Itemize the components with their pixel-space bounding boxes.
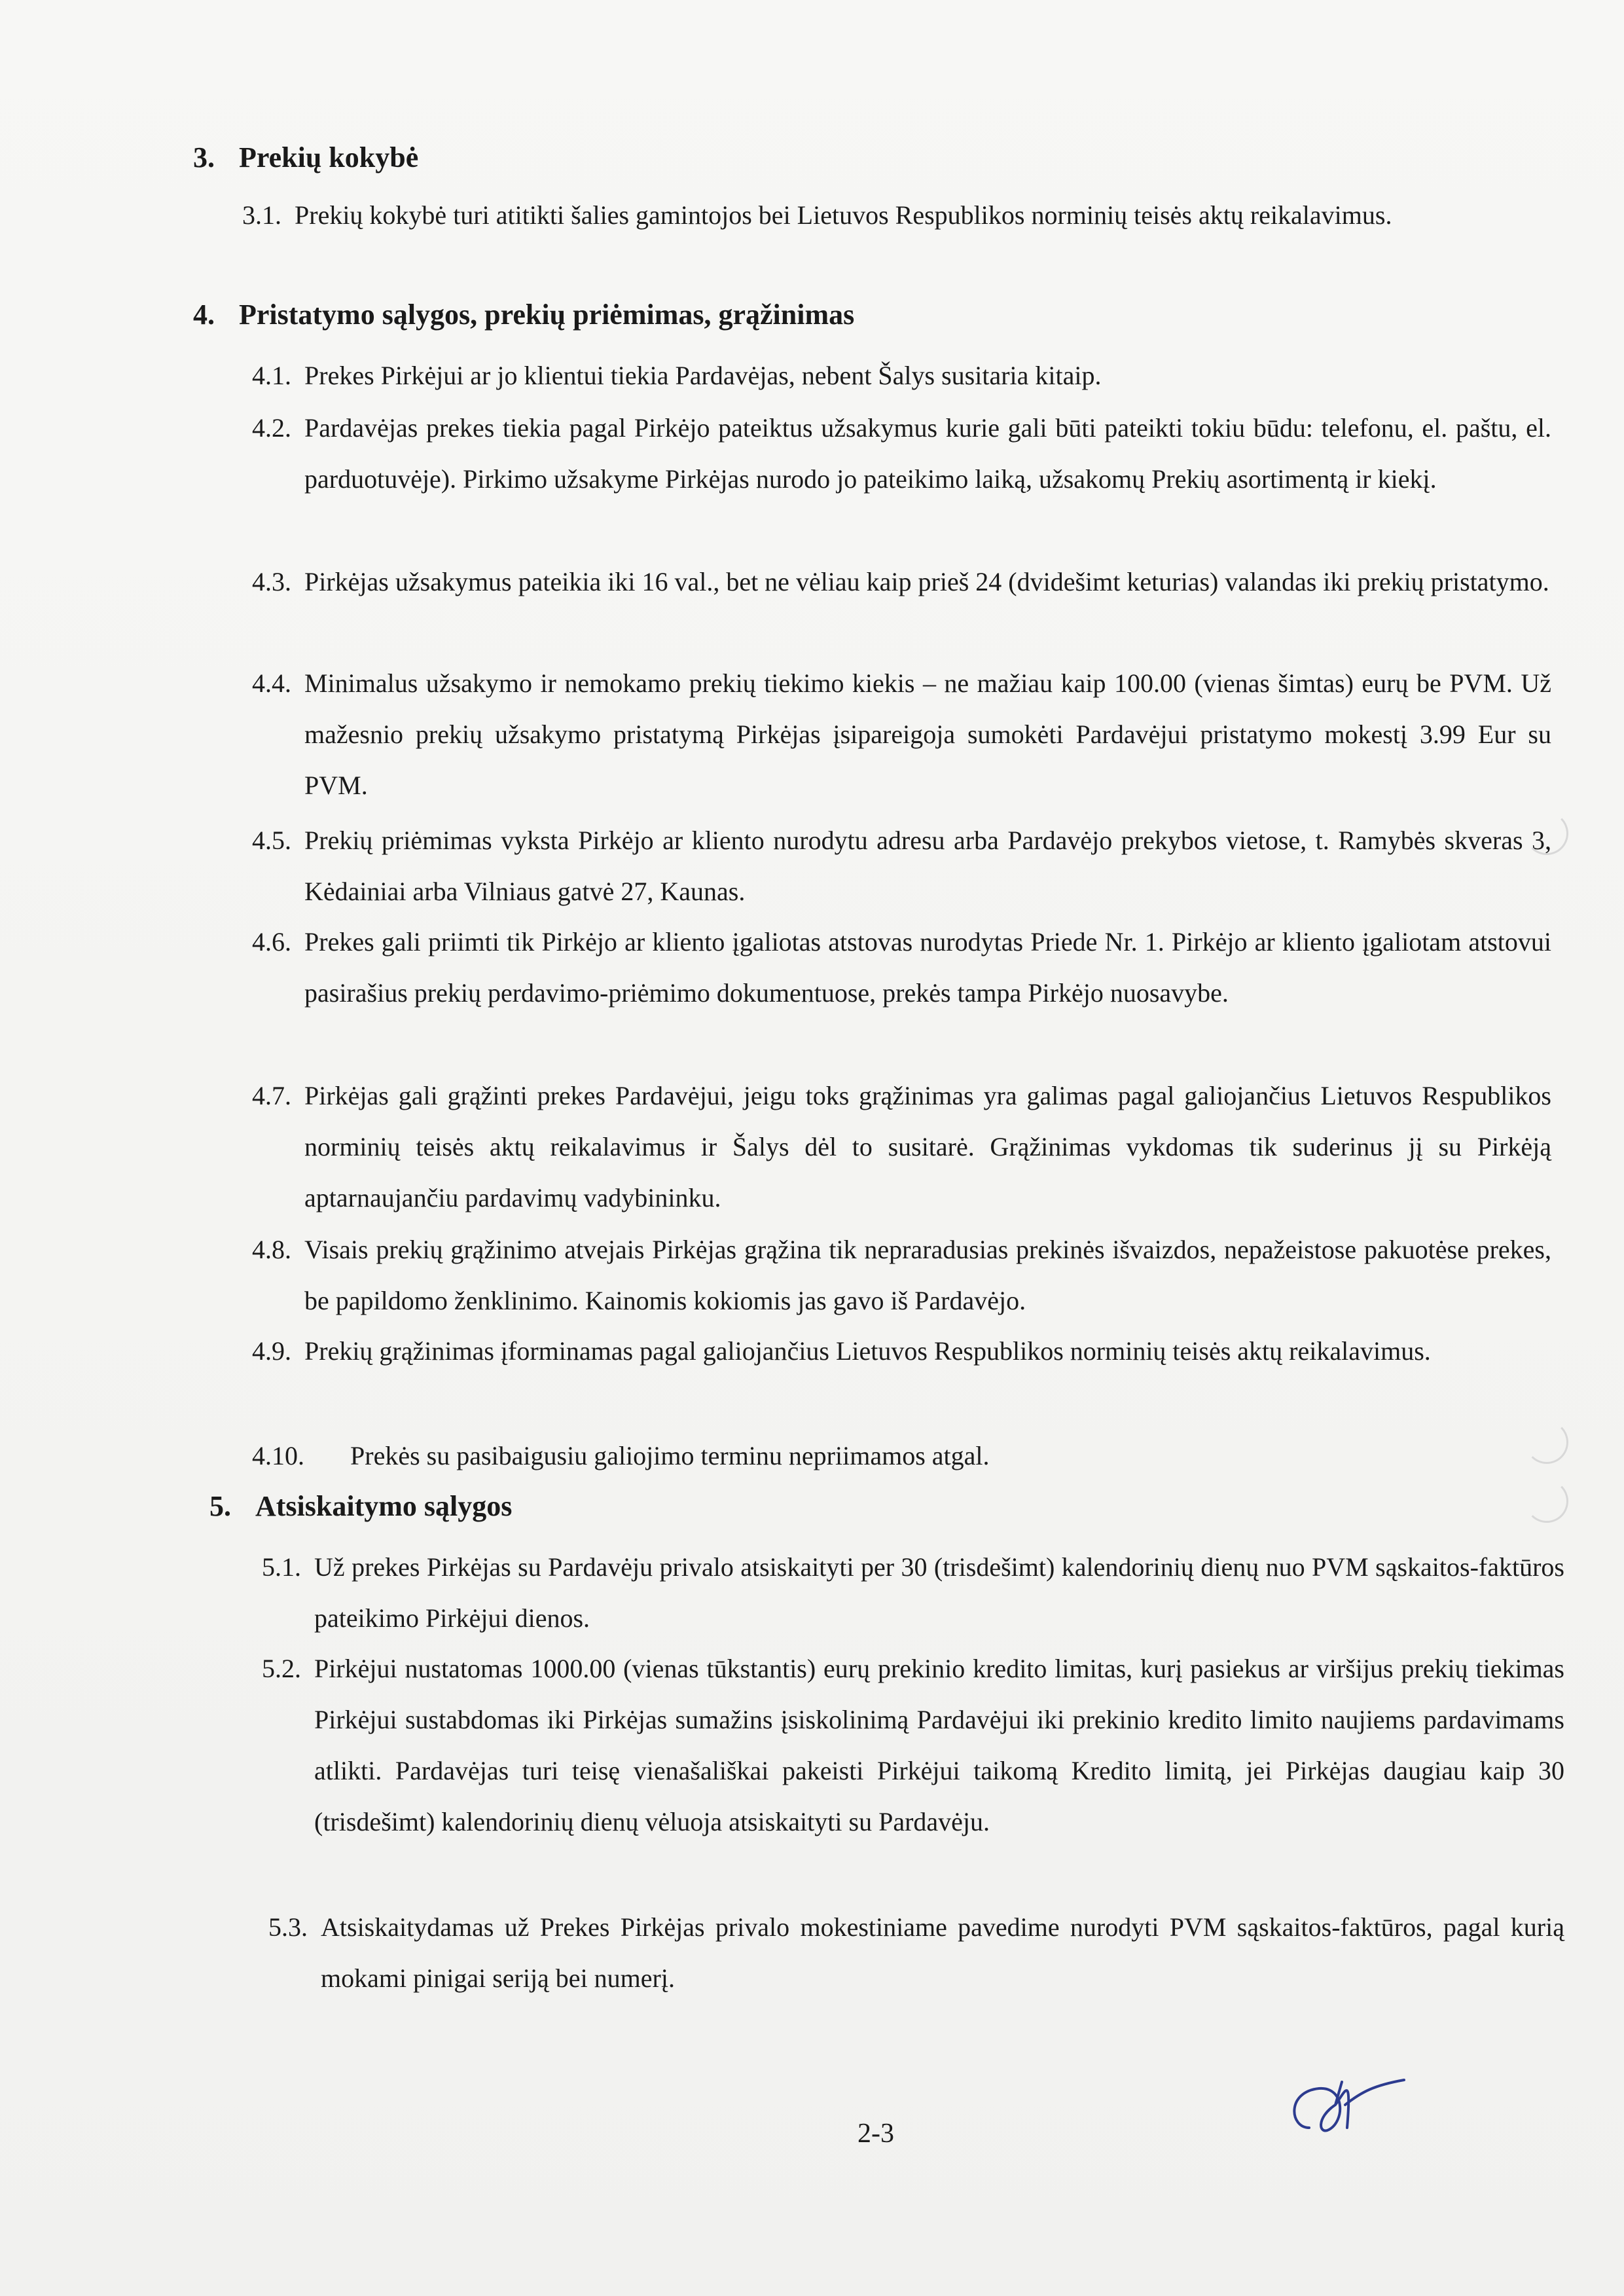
clause-number: 4.2. xyxy=(252,413,291,443)
clause-number: 4.9. xyxy=(252,1336,291,1366)
clause-text: Prekes gali priimti tik Pirkėjo ar kliento įgaliotas atstovas nurodytas Priede Nr. 1. Pirkėjo ar kliento įgaliotam atstovui pasirašius prekių perdavimo-priėmimo dokumentuose, prekės tampa Pirkėjo nuosavybe. xyxy=(304,927,1551,1008)
signature xyxy=(1283,2066,1414,2154)
section-title: Pristatymo sąlygos, prekių priėmimas, grąžinimas xyxy=(239,299,855,331)
clause-number: 4.6. xyxy=(252,927,291,957)
clause-text: Prekių grąžinimas įforminamas pagal galiojančius Lietuvos Respublikos norminių teisės aktų reikalavimus. xyxy=(304,1336,1431,1366)
clause-number: 5.2. xyxy=(262,1654,301,1683)
punch-hole-mark xyxy=(1525,1421,1568,1464)
clause-number: 4.5. xyxy=(252,826,291,855)
clause-text: Visais prekių grąžinimo atvejais Pirkėjas grąžina tik nepraradusias prekinės išvaizdos, nepažeistose pakuotėse prekes, be papildomo ženklinimo. Kainomis kokiomis jas gavo iš Pardavėjo. xyxy=(304,1235,1551,1315)
clause-text: Prekių kokybė turi atitikti šalies gamintojos bei Lietuvos Respublikos norminių teisės aktų reikalavimus. xyxy=(295,200,1392,230)
clause-text: Už prekes Pirkėjas su Pardavėju privalo atsiskaityti per 30 (trisdešimt) kalendorinių dienų nuo PVM sąskaitos-faktūros pateikimo Pirkėjui dienos. xyxy=(314,1552,1564,1633)
clause-number: 3.1. xyxy=(242,200,281,230)
clause-text: Pardavėjas prekes tiekia pagal Pirkėjo pateiktus užsakymus kurie gali būti pateikti tokiu būdu: telefonu, el. paštu, el. parduotuvėje). Pirkimo užsakyme Pirkėjas nurodo jo pateikimo laiką, užsakomų Prekių asortimentą ir kiekį. xyxy=(304,413,1551,494)
section-heading xyxy=(209,1489,512,1523)
page-number: 2-3 xyxy=(857,2119,894,2149)
section-title: Prekių kokybė xyxy=(239,141,419,173)
clause-number: 4.4. xyxy=(252,668,291,698)
clause-text: Prekių priėmimas vyksta Pirkėjo ar kliento nurodytu adresu arba Pardavėjo prekybos vietose, t. Ramybės skveras 3, Kėdainiai arba Vilniaus gatvė 27, Kaunas. xyxy=(304,826,1551,906)
punch-hole-mark xyxy=(1525,812,1568,855)
section-heading xyxy=(193,298,854,331)
section-title: Atsiskaitymo sąlygos xyxy=(255,1490,513,1522)
clause-text: Prekes Pirkėjui ar jo klientui tiekia Pardavėjas, nebent Šalys susitaria kitaip. xyxy=(304,361,1102,390)
clause-number: 5.1. xyxy=(262,1552,301,1582)
clause-number: 5.3. xyxy=(268,1912,308,1942)
clause-text: Atsiskaitydamas už Prekes Pirkėjas privalo mokestiniame pavedime nurodyti PVM sąskaitos-faktūros, pagal kurią mokami pinigai seriją bei numerį. xyxy=(321,1912,1564,1993)
clause-text: Prekės su pasibaigusiu galiojimo terminu nepriimamos atgal. xyxy=(350,1441,990,1470)
section-number: 3. xyxy=(193,141,215,173)
signature-icon xyxy=(1283,2066,1414,2151)
section-number: 5. xyxy=(209,1490,231,1522)
clause-text: Pirkėjas gali grąžinti prekes Pardavėjui, jeigu toks grąžinimas yra galimas pagal galiojančius Lietuvos Respublikos norminių teisės aktų reikalavimus ir Šalys dėl to susitarė. Grąžinimas vykdomas tik suderinus jį su Pirkėją aptarnaujančiu pardavimų vadybininku. xyxy=(304,1081,1551,1212)
clause-number: 4.1. xyxy=(252,361,291,390)
clause-text: Pirkėjui nustatomas 1000.00 (vienas tūkstantis) eurų prekinio kredito limitas, kurį pasiekus ar viršijus prekių tiekimas Pirkėjui sustabdomas iki Pirkėjas sumažins įsiskolinimą Pardavėjui iki prekinio kredito limito naujiems pardavimams atlikti. Pardavėjas turi teisę vienašališkai pakeisti Pirkėjui taikomą Kredito limitą, jei Pirkėjas daugiau kaip 30 (trisdešimt) kalendorinių dienų vėluoja atsiskaityti su Pardavėju. xyxy=(314,1654,1564,1836)
clause-text: Minimalus užsakymo ir nemokamo prekių tiekimo kiekis – ne mažiau kaip 100.00 (vienas šimtas) eurų be PVM. Už mažesnio prekių užsakymo pristatymą Pirkėjas įsipareigoja sumokėti Pardavėjui pristatymo mokestį 3.99 Eur su PVM. xyxy=(304,668,1551,800)
clause-number: 4.8. xyxy=(252,1235,291,1264)
clause-text: Pirkėjas užsakymus pateikia iki 16 val., bet ne vėliau kaip prieš 24 (dvidešimt keturias) valandas iki prekių pristatymo. xyxy=(304,567,1549,596)
clause-number: 4.7. xyxy=(252,1081,291,1110)
clause-number: 4.3. xyxy=(252,567,291,596)
section-number: 4. xyxy=(193,299,215,331)
section-heading xyxy=(193,141,418,174)
clause-number: 4.10. xyxy=(252,1441,304,1470)
punch-hole-mark xyxy=(1525,1480,1568,1523)
